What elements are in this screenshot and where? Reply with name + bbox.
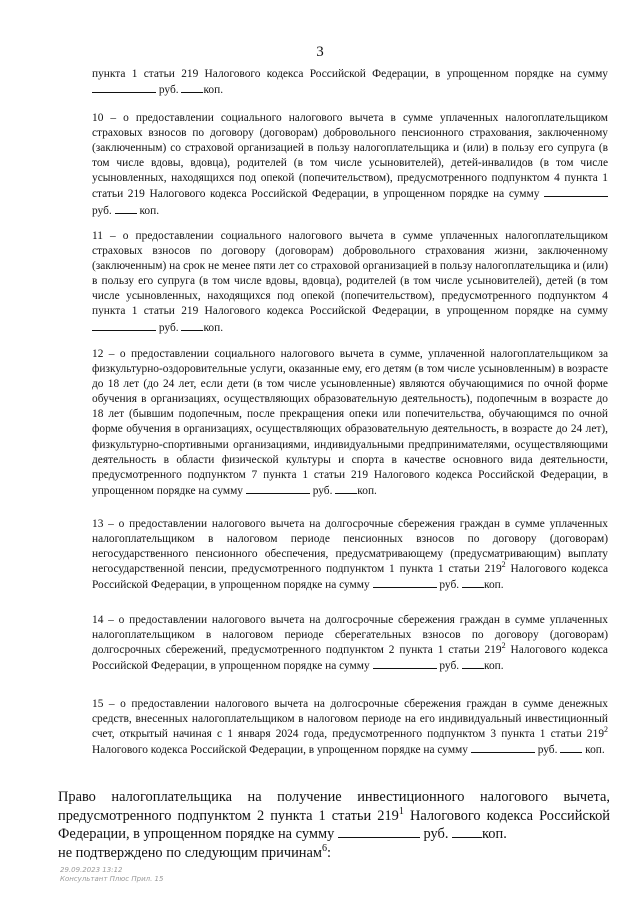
amount-kop-blank <box>560 742 582 753</box>
paragraph-text: 12 – о предоставлении социального налогового вычета в сумме, уплаченной налогоплательщиком за физкультурно-оздоровительные услуги, оказанные ему, его детям (в том числе усыновленным) в возрасте до 18 лет (до 24 лет, если дети (в том числе усыновленные) являются обучающимися по очной форме обучения в организациях, осуществляющих образовательную деятельность), подопечным в возрасте до 18 лет (бывшим подопечным, после прекращения опеки или попечительства, обучающимся по очной форме обучения в организациях, осуществляющих образовательную деятельность, в возрасте до 24 лет), физкультурно-спортивными организациями, индивидуальными предпринимателями, осуществляющими деятельность в области физической культуры и спорта в качестве основного вида деятельности, предусмотренного подпунктом 7 пункта 1 статьи 219 Налогового кодекса Российской Федерации, в упрощенном порядке на сумму <box>92 348 608 497</box>
amount-kop-blank <box>115 203 137 214</box>
amount-kop-blank <box>181 82 203 93</box>
document-stamp <box>60 866 163 884</box>
rub-label: руб. <box>439 660 460 673</box>
paragraph-10 <box>92 111 608 219</box>
rub-label: руб. <box>158 321 179 334</box>
paragraph-text-cont: Налогового кодекса Российской Федерации, в упрощенном порядке на сумму <box>58 807 611 843</box>
paragraph-11 <box>92 229 608 336</box>
amount-rub-blank <box>92 320 156 331</box>
paragraph-text-cont: Налогового кодекса Российской Федерации, в упрощенном порядке на сумму <box>92 644 608 673</box>
stamp-source: Консультант Плюс Прил. 15 <box>60 875 164 883</box>
rub-label: руб. <box>423 826 449 843</box>
footnote-ref: 6 <box>321 842 328 854</box>
kop-label: коп. <box>203 321 224 334</box>
rub-label: руб. <box>158 84 179 97</box>
stamp-date: 29.09.2023 13:12 <box>60 866 123 874</box>
amount-kop-blank <box>462 577 484 588</box>
paragraph-text: 11 – о предоставлении социального налогового вычета в сумме уплаченных налогоплательщиком страховых взносов по договору (договорам) добровольного страхования жизни, заключенному (заключенным) на срок не менее пяти лет со страховой организацией в пользу налогоплательщика и (или) в пользу его супруга (в том числе вдовы, вдовца), родителей (в том числе усыновителей), детей (в том числе усыновленных, находящихся под опекой (попечительством), предусмотренного подпунктом 4 пункта 1 статьи 219 Налогового кодекса Российской Федерации, в упрощенном порядке на сумму <box>92 230 608 318</box>
kop-label: коп. <box>483 660 504 673</box>
paragraph-text: пункта 1 статьи 219 Налогового кодекса Российской Федерации, в упрощенном порядке на сумму <box>92 68 608 80</box>
rub-label: руб. <box>439 579 460 592</box>
amount-rub-blank <box>373 658 437 669</box>
amount-rub-blank <box>92 82 156 93</box>
paragraph-text: 14 – о предоставлении налогового вычета на долгосрочные сбережения граждан в сумме уплаченных налогоплательщиком в налоговом периоде сберегательных взносов по договору (договорам) долгосрочных сбережений, предусмотренного подпунктом 2 пункта 1 статьи 219 <box>92 614 608 657</box>
paragraph-text-cont: Налогового кодекса Российской Федерации, в упрощенном порядке на сумму <box>92 744 468 757</box>
rub-label: руб. <box>92 204 112 217</box>
rub-label: руб. <box>537 744 558 757</box>
paragraph-text: Право налогоплательщика на получение инвестиционного налогового вычета, предусмотренного подпунктом 2 пункта 1 статьи 219 <box>58 789 610 824</box>
amount-kop-blank <box>181 320 203 331</box>
investment-deduction-paragraph <box>58 788 610 862</box>
amount-kop-blank <box>462 658 484 669</box>
paragraph-text: 10 – о предоставлении социального налогового вычета в сумме уплаченных налогоплательщиком страховых взносов по договору (договорам) добровольного пенсионного страхования, заключенному (заключенным) со страховой организацией в пользу налогоплательщика и (или) в пользу его супруга (в том числе вдовы, вдовца), родителей (в том числе усыновителей), детей-инвалидов (в том числе усыновленных, находящихся под опекой (попечительством), предусмотренного подпунктом 4 пункта 1 статьи 219 Налогового кодекса Российской Федерации, в упрощенном порядке на сумму <box>92 112 608 201</box>
rub-label: руб. <box>312 484 333 497</box>
amount-kop-blank <box>335 483 357 494</box>
paragraph-continuation <box>92 67 608 98</box>
kop-label: коп. <box>139 204 160 217</box>
amount-rub-blank <box>544 186 608 197</box>
paragraph-13 <box>92 517 608 593</box>
amount-kop-blank <box>452 825 482 838</box>
paragraph-15 <box>92 697 608 758</box>
kop-label: коп. <box>483 579 504 592</box>
paragraph-12 <box>92 347 608 499</box>
paragraph-text: 13 – о предоставлении налогового вычета на долгосрочные сбережения граждан в сумме уплаченных налогоплательщиком в налоговом периоде пенсионных взносов по договору (договорам) негосударственного пенсионного обеспечения, предусматривающему (предусматривающим) выплату негосударственной пенсии, предусмотренного подпунктом 1 пункта 1 статьи 219 <box>92 518 608 576</box>
colon: : <box>327 844 332 861</box>
superscript: 2 <box>604 725 608 735</box>
amount-rub-blank <box>246 483 310 494</box>
superscript: 1 <box>398 805 404 817</box>
paragraph-14 <box>92 613 608 674</box>
kop-label: коп. <box>482 826 507 843</box>
paragraph-text: 15 – о предоставлении налогового вычета на долгосрочные сбережения граждан в сумме денежных средств, внесенных налогоплательщиком в налоговом периоде на его индивидуальный инвестиционный счет, открытый начиная с 1 января 2024 года, предусмотренного подпунктом 3 пункта 1 статьи 219 <box>92 698 608 741</box>
reasons-text: не подтверждено по следующим причинам <box>58 844 322 861</box>
superscript: 2 <box>501 641 506 651</box>
kop-label: коп. <box>203 84 224 97</box>
kop-label: коп. <box>357 484 377 497</box>
page-number: 3 <box>316 44 324 60</box>
superscript: 2 <box>501 560 506 570</box>
kop-label: коп. <box>585 744 605 757</box>
paragraph-text-cont: Налогового кодекса Российской Федерации, в упрощенном порядке на сумму <box>92 563 609 592</box>
amount-rub-blank <box>373 577 437 588</box>
amount-rub-blank <box>471 742 535 753</box>
amount-rub-blank <box>338 825 420 838</box>
